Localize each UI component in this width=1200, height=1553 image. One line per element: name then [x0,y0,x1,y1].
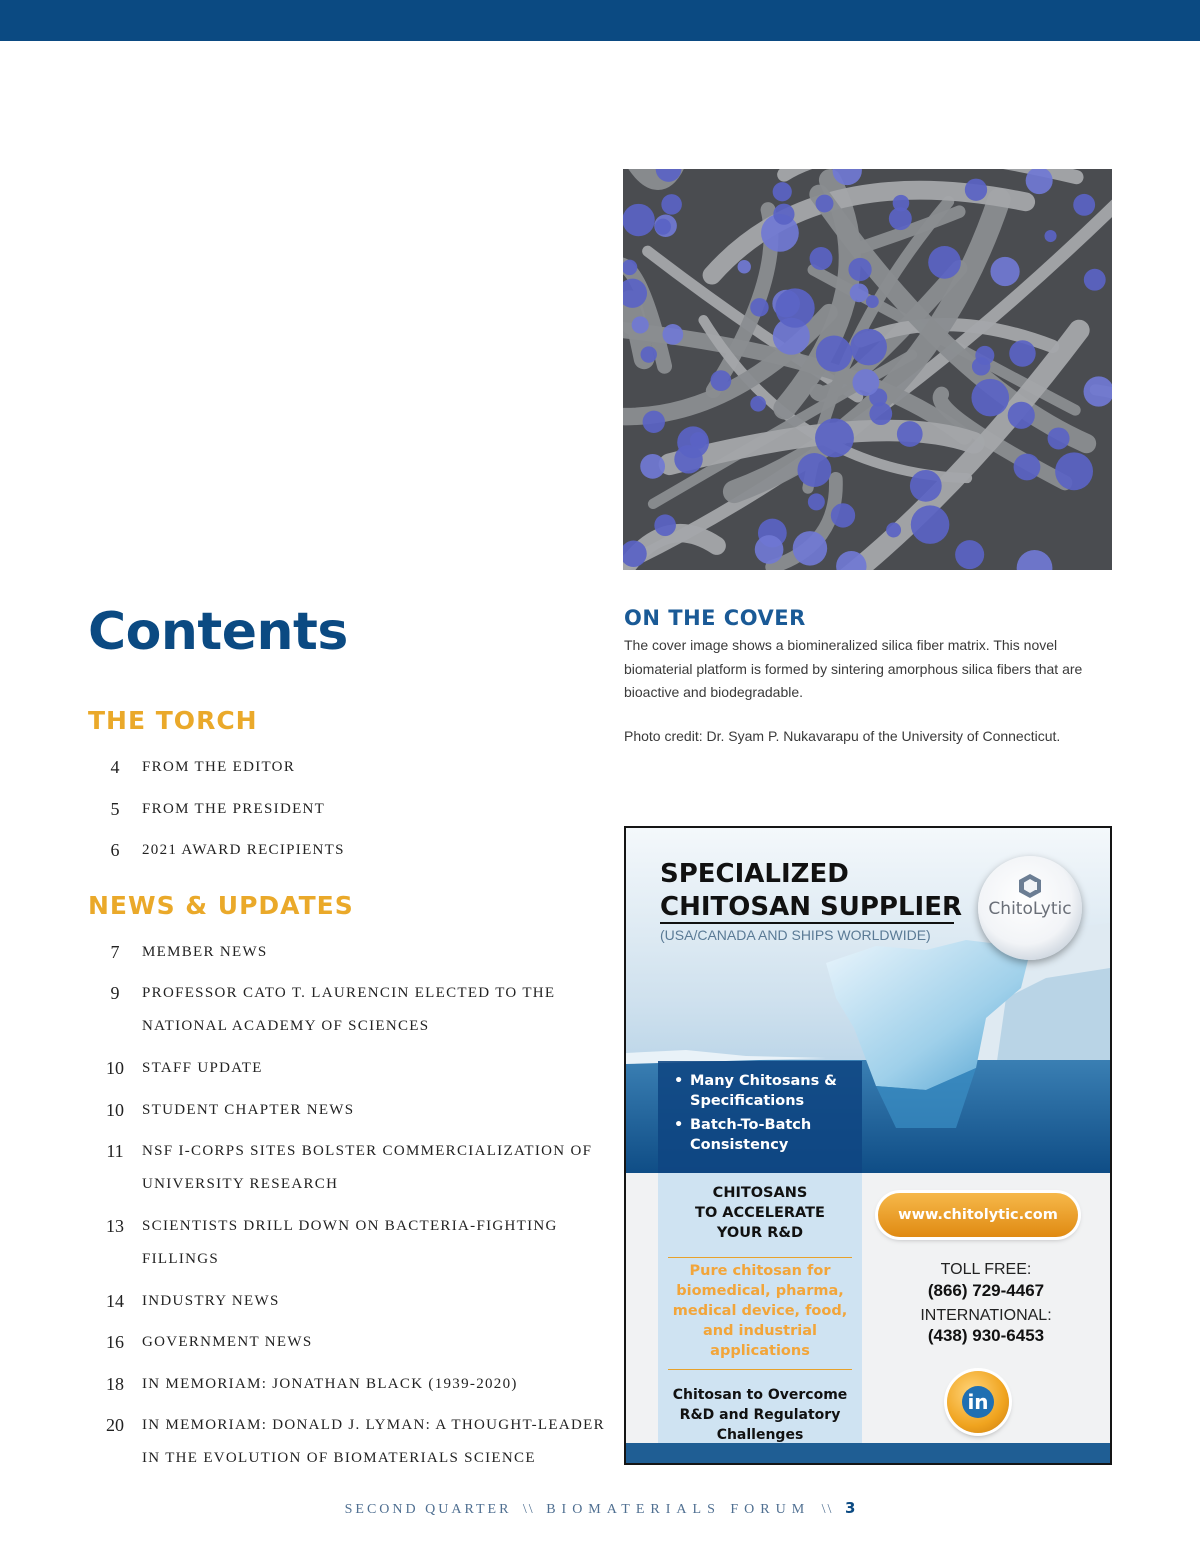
mineral-cluster [773,182,792,201]
mineral-cluster [975,346,994,365]
ad-feature-list [658,1061,862,1174]
mineral-cluster [1044,230,1056,242]
mineral-cluster [911,505,950,544]
contents-title: Contents [88,602,348,662]
ad-pure-chitosan-text: Pure chitosan for biomedical, pharma, medical device, food, and industrial applications [672,1263,848,1359]
toc-label: IN MEMORIAM: DONALD J. LYMAN: A THOUGHT-LEADER IN THE EVOLUTION OF BIOMATERIALS SCIENCE [142,1417,605,1466]
toc-page-number: 18 [106,1374,124,1394]
toc-label: FROM THE PRESIDENT [142,801,326,817]
mineral-cluster [632,316,649,333]
mineral-cluster [1073,194,1095,216]
ad-international-label: INTERNATIONAL: [920,1307,1052,1324]
toc-label: SCIENTISTS DRILL DOWN ON BACTERIA-FIGHTING FILLINGS [142,1218,558,1267]
top-color-bar [0,0,1200,41]
footer-issue: SECOND QUARTER [344,1502,512,1517]
toc-label: IN MEMORIAM: JONATHAN BLACK (1939-2020) [142,1376,518,1392]
toc-label: STAFF UPDATE [142,1060,263,1076]
toc-label: MEMBER NEWS [142,944,268,960]
ad-accelerate-line: TO ACCELERATE [695,1205,825,1221]
mineral-cluster [750,298,768,316]
mineral-cluster [1009,340,1035,366]
ad-title-rule [660,922,954,924]
mineral-cluster [623,204,655,236]
mineral-cluster [750,396,766,412]
toc-label: PROFESSOR CATO T. LAURENCIN ELECTED TO THE NATIONAL ACADEMY OF SCIENCES [142,985,556,1034]
toc-page-number: 10 [106,1100,124,1120]
toc-page-number: 14 [106,1291,124,1311]
mineral-cluster [866,295,879,308]
mineral-cluster [955,540,984,569]
mineral-cluster [793,531,827,565]
toc-page-number: 7 [110,942,120,962]
footer-page-number: 3 [844,1499,856,1517]
section-heading-news: NEWS & UPDATES [88,891,354,920]
cover-image [623,169,1112,570]
toc-page-number: 6 [110,840,120,860]
mineral-cluster [1048,427,1070,449]
ad-feature-item: • Batch-To-Batch Consistency [672,1115,862,1155]
mineral-cluster [655,219,671,235]
ad-title-line2: CHITOSAN SUPPLIER [660,892,962,922]
mineral-cluster [661,194,682,215]
mineral-cluster [928,246,961,279]
ad-feature-item: • Many Chitosans & Specifications [672,1071,862,1111]
mineral-cluster [816,336,852,372]
section-heading-torch: THE TORCH [88,706,258,735]
mineral-cluster [1055,452,1093,490]
mineral-cluster [755,535,784,564]
mineral-cluster [848,258,871,281]
toc-page-number: 10 [106,1058,124,1078]
toc-page-number: 13 [106,1216,124,1236]
mineral-cluster [810,247,833,270]
toc-label: INDUSTRY NEWS [142,1293,280,1309]
mineral-cluster [965,179,987,201]
mineral-cluster [654,514,676,536]
mineral-cluster [852,369,879,396]
mineral-cluster [850,329,887,366]
ad-lower-left-panel [658,1173,862,1443]
ad-toll-free-label: TOLL FREE: [940,1261,1032,1278]
chitolytic-logo-icon [1016,872,1044,900]
mineral-cluster [773,204,794,225]
mineral-cluster [1084,269,1106,291]
cover-photo-credit: Photo credit: Dr. Syam P. Nukavarapu of the University of Connecticut. [624,728,1061,744]
toc-page-number: 4 [110,757,120,777]
toc-page-number: 16 [106,1332,124,1352]
mineral-cluster [662,324,683,345]
mineral-cluster [738,260,751,273]
ad-international-number[interactable]: (438) 930-6453 [927,1326,1045,1345]
mineral-cluster [643,411,665,433]
ad-title [660,858,962,924]
mineral-cluster [710,370,731,391]
chitolytic-advertisement[interactable] [624,826,1112,1465]
ad-overcome-text: Chitosan to Overcome R&D and Regulatory Challenges [672,1387,848,1443]
cover-micrograph [623,169,1112,570]
mineral-cluster [775,288,814,327]
chitolytic-logo [978,856,1082,960]
footer-separator: \\ [821,1502,834,1517]
ad-title-line1: SPECIALIZED [660,859,849,889]
ad-footer-band [626,1443,1110,1463]
footer-publication: BIOMATERIALS FORUM [546,1502,811,1517]
ad-toll-free-number[interactable]: (866) 729-4467 [927,1281,1045,1300]
toc-label: STUDENT CHAPTER NEWS [142,1102,355,1118]
mineral-cluster [971,379,1009,417]
ad-accelerate-line: CHITOSANS [712,1185,808,1201]
linkedin-icon: in [962,1386,994,1418]
cover-heading: ON THE COVER [624,606,806,630]
mineral-cluster [808,493,825,510]
mineral-cluster [677,426,709,458]
mineral-cluster [886,523,901,538]
mineral-cluster [831,503,855,527]
ad-divider [668,1369,852,1370]
mineral-cluster [1008,402,1035,429]
mineral-cluster [641,346,657,362]
toc-page-number: 20 [106,1415,124,1435]
ad-lower-right-panel [862,1173,1110,1443]
toc-label: NSF I-CORPS SITES BOLSTER COMMERCIALIZATION OF UNIVERSITY RESEARCH [142,1143,593,1192]
mineral-cluster [640,454,665,479]
mineral-cluster [815,418,854,457]
ad-lower-margin [626,1173,658,1443]
cover-description: The cover image shows a biomineralized silica fiber matrix. This novel biomaterial platform is formed by sintering amorphous silica fibers that are bioactive and biodegradable. [624,637,1083,700]
mineral-cluster [1014,454,1041,481]
toc-page-number: 11 [106,1141,124,1161]
ad-accelerate-line: YOUR R&D [716,1225,804,1241]
linkedin-button[interactable] [947,1371,1009,1433]
toc-page-number: 9 [110,983,120,1003]
toc-label: FROM THE EDITOR [142,759,296,775]
mineral-cluster [910,470,942,502]
mineral-cluster [897,421,923,447]
page-footer [0,1499,1200,1518]
ad-accelerate-text [658,1183,862,1243]
ad-divider [668,1257,852,1258]
chitolytic-logo-text: ChitoLytic [988,899,1072,919]
toc-page-number: 5 [110,799,120,819]
mineral-cluster [889,207,912,230]
mineral-cluster [797,453,831,487]
ad-website-button[interactable]: www.chitolytic.com [878,1193,1078,1237]
mineral-cluster [816,195,834,213]
mineral-cluster [990,257,1019,286]
mineral-cluster [850,283,869,302]
ad-subtitle: (USA/CANADA AND SHIPS WORLDWIDE) [660,927,931,943]
footer-separator: \\ [522,1502,535,1517]
toc-label: GOVERNMENT NEWS [142,1334,313,1350]
toc-label: 2021 AWARD RECIPIENTS [142,842,345,858]
